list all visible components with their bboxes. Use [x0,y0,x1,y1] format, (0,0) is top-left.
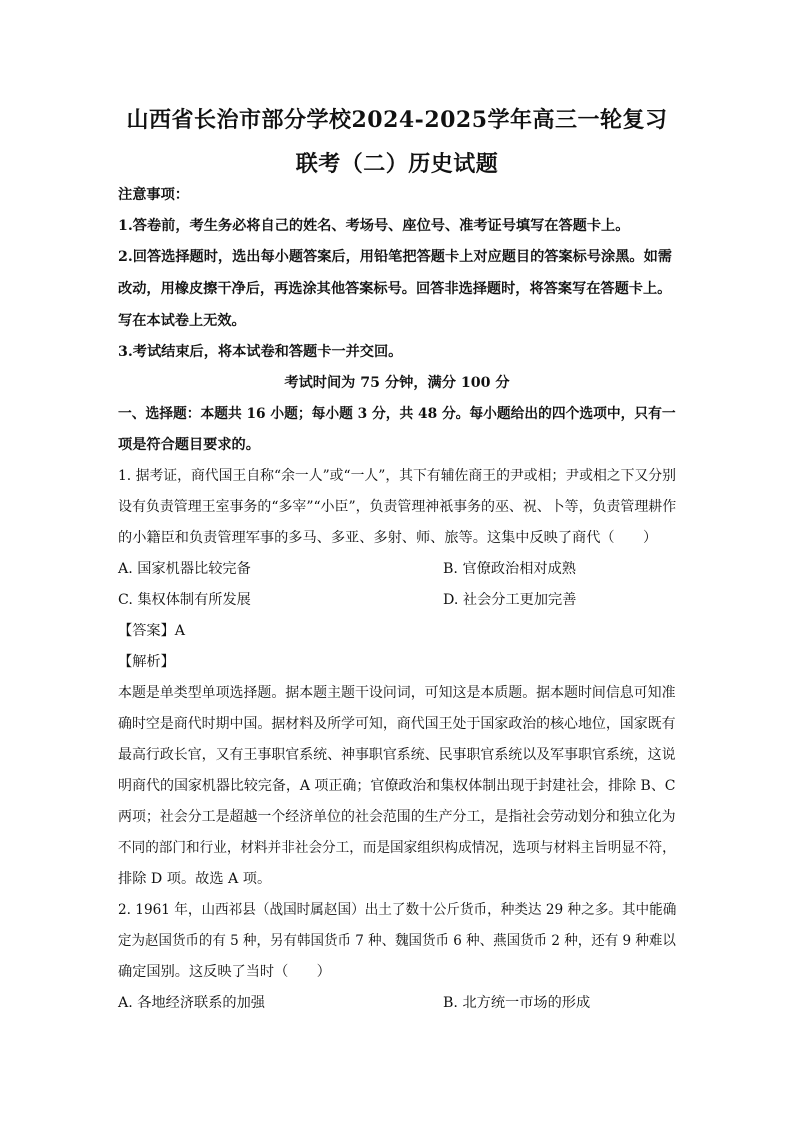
question-1-answer: 【答案】A [118,623,185,639]
notice-item-3: 3.考试结束后，将本试卷和答题卡一并交回。 [118,344,403,360]
question-2-stem: 2. 1961 年，山西祁县（战国时属赵国）出土了数十公斤货币，种类达 29 种之多。其中能确 [118,902,677,918]
exam-time-info: 考试时间为 75 分钟，满分 100 分 [284,375,510,391]
section-heading-cont: 项是符合题目要求的。 [118,437,260,453]
question-2-option-b: B. 北方统一市场的形成 [443,995,591,1011]
question-2-stem-2: 定为赵国货币的有 5 种，另有韩国货币 7 种、魏国货币 6 种、燕国货币 2 种，还有 9 种难以 [118,933,676,949]
question-1-stem-3: 的小籍臣和负责管理军事的多马、多亚、多射、师、旅等。这集中反映了商代（ ） [118,530,658,546]
section-heading: 一、选择题：本题共 16 小题；每小题 3 分，共 48 分。每小题给出的四个选项中，只有一 [118,406,676,422]
notice-item-2: 2.回答选择题时，选出每小题答案后，用铅笔把答题卡上对应题目的答案标号涂黑。如需 [118,249,672,265]
analysis-line: 排除 D 项。故选 A 项。 [118,871,272,887]
notice-item-2-cont: 改动，用橡皮擦干净后，再选涂其他答案标号。回答非选择题时，将答案写在答题卡上。 [118,281,672,297]
exam-title-line2: 联考（二）历史试题 [295,151,499,177]
analysis-line: 不同的部门和行业，材料并非社会分工，而是国家组织构成情况，选项与材料主旨明显不符， [118,840,676,856]
question-1-stem-2: 设有负责管理王室事务的“多宰”“小臣”，负责管理神祇事务的巫、祝、卜等，负责管理耕作 [118,499,677,515]
analysis-line: 明商代的国家机器比较完备，A 项正确；官僚政治和集权体制出现于封建社会，排除 B、C [118,778,676,794]
notice-item-1: 1.答卷前，考生务必将自己的姓名、考场号、座位号、准考证号填写在答题卡上。 [118,218,630,234]
question-1-analysis-label: 【解析】 [118,654,175,670]
analysis-line: 本题是单类型单项选择题。据本题主题干设问词，可知这是本质题。据本题时间信息可知准 [118,685,676,701]
analysis-line: 两项；社会分工是超越一个经济单位的社会范围的生产分工，是指社会劳动划分和独立化为 [118,809,676,825]
question-2-option-a: A. 各地经济联系的加强 [118,995,265,1011]
question-1-option-b: B. 官僚政治相对成熟 [443,561,576,577]
question-1-option-c: C. 集权体制有所发展 [118,592,251,608]
question-1-option-a: A. 国家机器比较完备 [118,561,251,577]
question-1-option-d: D. 社会分工更加完善 [443,592,577,608]
notice-item-2-end: 写在本试卷上无效。 [118,313,246,329]
notice-heading: 注意事项： [118,187,189,203]
analysis-line: 确时空是商代时期中国。据材料及所学可知，商代国王处于国家政治的核心地位，国家既有 [118,716,676,732]
question-2-stem-3: 确定国别。这反映了当时（ ） [118,964,331,980]
exam-title-line1: 山西省长治市部分学校2024-2025学年高三一轮复习 [126,107,668,133]
analysis-line: 最高行政长官，又有王事职官系统、神事职官系统、民事职官系统以及军事职官系统，这说 [118,747,676,763]
question-1-stem: 1. 据考证，商代国王自称“余一人”或“一人”，其下有辅佐商王的尹或相；尹或相之下又分别 [118,468,676,484]
